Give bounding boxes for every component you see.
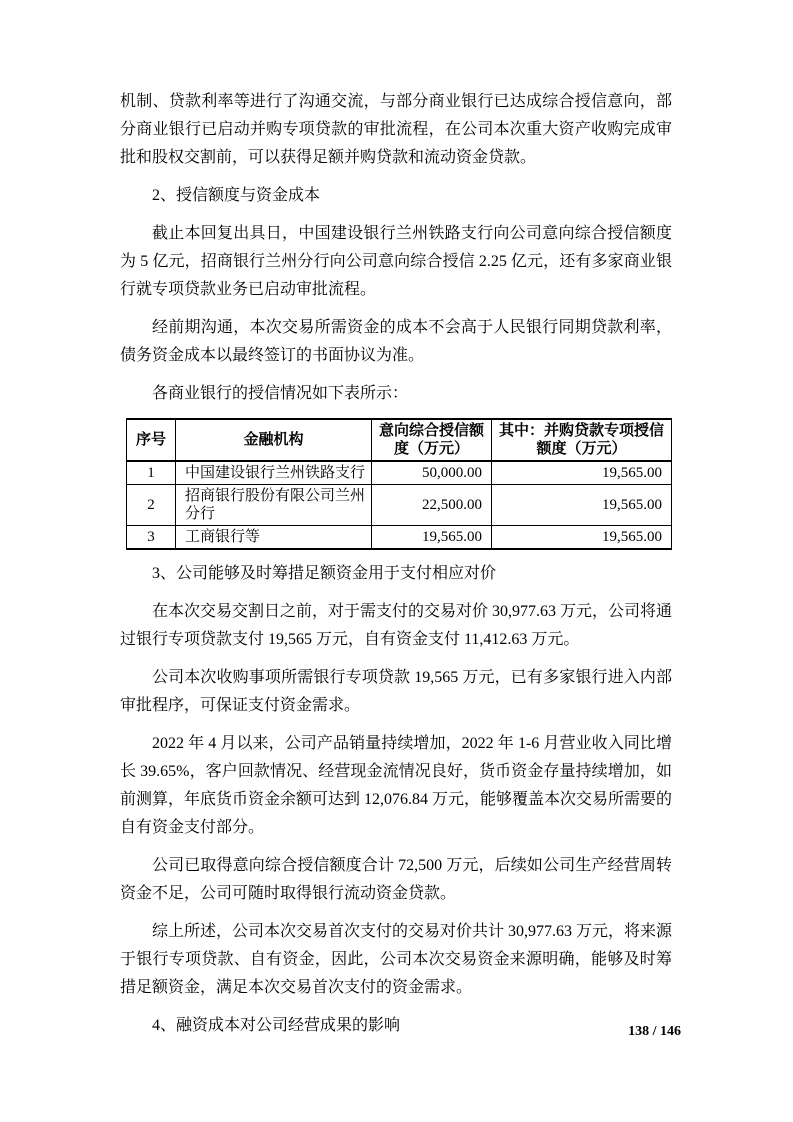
table-header-institution: 金融机构 (176, 419, 372, 461)
paragraph-revenue-growth: 2022 年 4 月以来，公司产品销量持续增加，2022 年 1-6 月营业收入同比增长 39.65%，客户回款情况、经营现金流情况良好，货币资金存量持续增加，如前测算，年底货币资金余额可达到 12,076.84 万元，能够覆盖本次交易所需要的自有资金支付部分。 (120, 735, 673, 836)
table-cell-ma-loan-amount: 19,565.00 (492, 485, 672, 526)
table-row (127, 461, 672, 485)
table-header-row (127, 419, 672, 461)
section-heading-3: 3、公司能够及时筹措足额资金用于支付相应对价 (152, 565, 497, 582)
section-heading-4: 4、融资成本对公司经营成果的影响 (152, 1017, 401, 1034)
table-cell-index: 3 (127, 526, 176, 550)
paragraph-credit-lines: 截止本回复出具日，中国建设银行兰州铁路支行向公司意向综合授信额度为 5 亿元，招商银行兰州分行向公司意向综合授信 2.25 亿元，还有多家商业银行就专项贷款业务已启动审批流程。 (120, 225, 672, 298)
page-number: 138 / 146 (628, 1024, 681, 1039)
table-cell-institution: 招商银行股份有限公司兰州分行 (176, 485, 372, 526)
table-cell-institution: 中国建设银行兰州铁路支行 (176, 461, 372, 485)
section-heading-2: 2、授信额度与资金成本 (152, 187, 321, 204)
credit-table (126, 418, 672, 550)
table-header-index: 序号 (127, 419, 176, 461)
table-cell-institution: 工商银行等 (176, 526, 372, 550)
table-cell-index: 1 (127, 461, 176, 485)
paragraph-total-credit: 公司已取得意向综合授信额度合计 72,500 万元，后续如公司生产经营周转资金不足，公司可随时取得银行流动资金贷款。 (120, 857, 672, 902)
paragraph-funding-cost: 经前期沟通，本次交易所需资金的成本不会高于人民银行同期贷款利率，债务资金成本以最终签订的书面协议为准。 (120, 319, 672, 364)
table-cell-credit-amount: 19,565.00 (372, 526, 492, 550)
table-cell-index: 2 (127, 485, 176, 526)
table-header-ma-loan-amount: 其中：并购贷款专项授信额度（万元） (492, 419, 672, 461)
table-cell-credit-amount: 22,500.00 (372, 485, 492, 526)
document-body (120, 88, 672, 1050)
table-cell-ma-loan-amount: 19,565.00 (492, 461, 672, 485)
paragraph-loan-approval: 公司本次收购事项所需银行专项贷款 19,565 万元，已有多家银行进入内部审批程序，可保证支付资金需求。 (120, 669, 672, 714)
paragraph-continuation: 机制、贷款利率等进行了沟通交流，与部分商业银行已达成综合授信意向，部分商业银行已启动并购专项贷款的审批流程，在公司本次重大资产收购完成审批和股权交割前，可以获得足额并购贷款和流动资金贷款。 (120, 93, 672, 166)
table-cell-credit-amount: 50,000.00 (372, 461, 492, 485)
paragraph-table-intro: 各商业银行的授信情况如下表所示： (152, 385, 409, 402)
table-header-credit-amount: 意向综合授信额度（万元） (372, 419, 492, 461)
table-row (127, 526, 672, 550)
paragraph-conclusion: 综上所述，公司本次交易首次支付的交易对价共计 30,977.63 万元，将来源于银行专项贷款、自有资金，因此，公司本次交易资金来源明确，能够及时筹措足额资金，满足本次交易首次支付的资金需求。 (120, 923, 673, 996)
paragraph-payment-plan: 在本次交易交割日之前，对于需支付的交易对价 30,977.63 万元，公司将通过银行专项贷款支付 19,565 万元，自有资金支付 11,412.63 万元。 (120, 603, 673, 648)
table-row (127, 485, 672, 526)
table-cell-ma-loan-amount: 19,565.00 (492, 526, 672, 550)
